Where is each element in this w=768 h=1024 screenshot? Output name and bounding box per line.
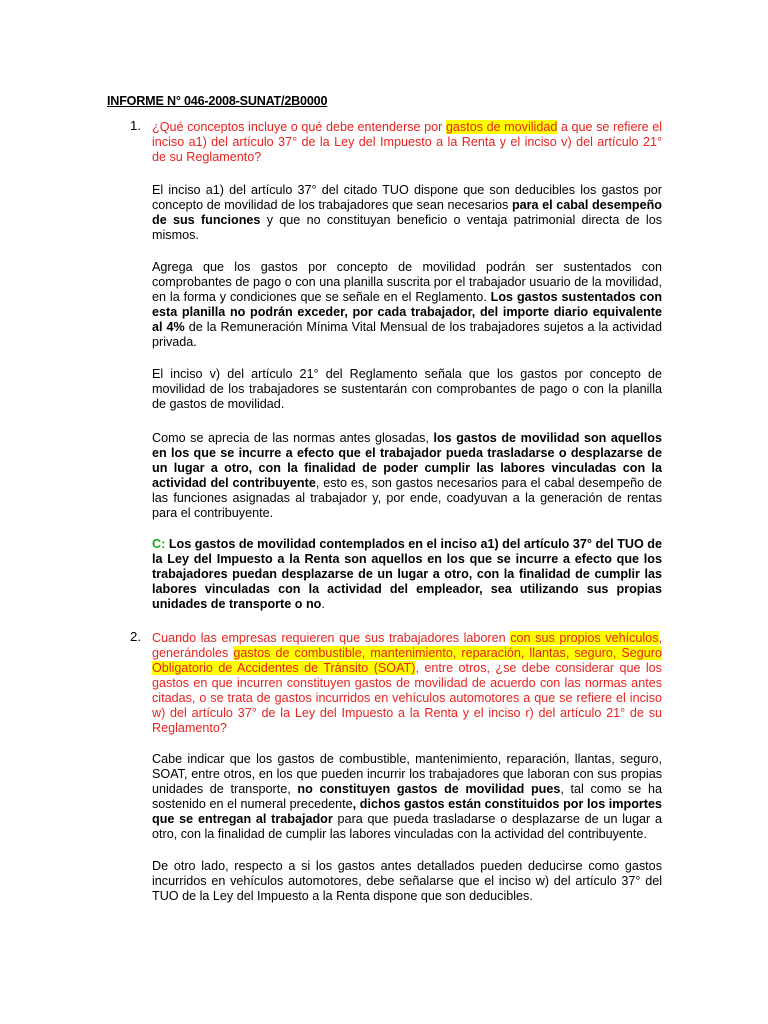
- text-run: a que se refiere el inciso a1) del artículo 37° de la Ley del Impuesto a la Renta y el inciso v) del artículo 21° de su Reglamento?: [152, 120, 663, 164]
- q1-paragraph-4: [152, 431, 662, 521]
- text-run: El inciso a1) del artículo 37° del citado TUO dispone que son deducibles los gastos por concepto de movilidad de los trabajadores que sean necesarios: [152, 183, 662, 212]
- question-2: [152, 631, 662, 736]
- q2-paragraph-2: [152, 859, 662, 904]
- q1-paragraph-1: [152, 183, 662, 243]
- question-1: [152, 120, 662, 165]
- text-run: ¿Qué conceptos incluye o qué debe entenderse por: [152, 120, 446, 134]
- text-run: de la Remuneración Mínima Vital Mensual de los trabajadores sujetos a la actividad privada.: [152, 320, 662, 349]
- q1-paragraph-3: [152, 367, 662, 412]
- bold-text: los gastos de movilidad son aquellos en los que se incurre a efecto que el trabajador pueda trasladarse o desplazarse de un lugar a otro, con la finalidad de poder cumplir las labores vinculadas con la actividad del contribuyente: [152, 431, 662, 490]
- bold-text: no constituyen gastos de movilidad pues: [297, 782, 561, 796]
- q1-paragraph-2: [152, 260, 662, 350]
- text-run: Cuando las empresas requieren que sus trabajadores laboren: [152, 631, 511, 645]
- text-run: Agrega que los gastos por concepto de movilidad podrán ser sustentados con comprobantes de pago o con una planilla suscrita por el trabajador usuario de la movilidad, en la forma y condiciones que se señale en el Reglamento.: [152, 260, 662, 304]
- text-run: Cabe indicar que los gastos de combustible, mantenimiento, reparación, llantas, seguro, SOAT, entre otros, en los que pueden incurrir los trabajadores que laboran con sus propias unidades de transporte,: [152, 752, 662, 796]
- text-run: .: [321, 597, 325, 611]
- text-run: y que no constituyan beneficio o ventaja patrimonial directa de los mismos.: [152, 213, 663, 242]
- text-run: , entre otros, ¿se debe considerar que los gastos en que incurren constituyen gastos de movilidad de acuerdo con las normas antes citadas, o se trata de gastos incurridos en vehículos automotores a que se refiere el inciso w) del artículo 37° de la Ley del Impuesto a la Renta y el inciso r) del artículo 21° de su Reglamento?: [152, 661, 662, 735]
- text-run: , generándoles: [152, 631, 662, 660]
- highlighted-text: gastos de movilidad: [445, 120, 558, 134]
- bold-text: , dichos gastos están constituidos por los importes que se entregan al trabajador: [152, 797, 662, 826]
- q1-conclusion: [152, 537, 662, 612]
- text-run: El inciso v) del artículo 21° del Reglamento señala que los gastos por concepto de movilidad de los trabajadores se sustentarán con comprobantes de pago o con la planilla de gastos de movilidad.: [152, 367, 662, 411]
- conclusion-label: C:: [152, 537, 166, 551]
- text-run: De otro lado, respecto a si los gastos antes detallados pueden deducirse como gastos incurridos en vehículos automotores, debe señalarse que el inciso w) del artículo 37° del TUO de la Ley del Impuesto a la Renta dispone que son deducibles.: [152, 859, 662, 903]
- text-run: para que pueda trasladarse o desplazarse de un lugar a otro, con la finalidad de cumplir las labores vinculadas con la actividad del contribuyente.: [152, 812, 662, 841]
- text-run: , esto es, son gastos necesarios para el cabal desempeño de las funciones asignadas al trabajador y, por ende, coadyuvan a la generación de rentas para el contribuyente.: [152, 476, 662, 520]
- bold-text: Los gastos sustentados con esta planilla no podrán exceder, por cada trabajador, del importe diario equivalente al 4%: [152, 290, 663, 334]
- item-number-1: 1.: [130, 118, 141, 133]
- conclusion-text: [152, 537, 662, 611]
- report-title: INFORME N° 046-2008-SUNAT/2B0000: [107, 94, 328, 108]
- text-run: Como se aprecia de las normas antes glosadas,: [152, 431, 434, 445]
- bold-text: Los gastos de movilidad contemplados en el inciso a1) del artículo 37° del TUO de la Ley del Impuesto a la Renta son aquellos en los que se incurre a efecto que los trabajadores puedan desplazarse de un lugar a otro, con la finalidad de cumplir las labores vinculadas con la actividad del empleador, sea utilizando sus propias unidades de transporte o no: [152, 537, 662, 611]
- highlighted-text: gastos de combustible, mantenimiento, reparación, llantas, seguro, Seguro Obligatorio de Accidentes de Tránsito (SOAT): [152, 646, 662, 675]
- item-number-2: 2.: [130, 629, 141, 644]
- q2-paragraph-1: [152, 752, 662, 842]
- highlighted-text: con sus propios vehículos: [510, 631, 659, 645]
- text-run: , tal como se ha sostenido en el numeral precedente: [152, 782, 662, 811]
- bold-text: para el cabal desempeño de sus funciones: [152, 198, 662, 227]
